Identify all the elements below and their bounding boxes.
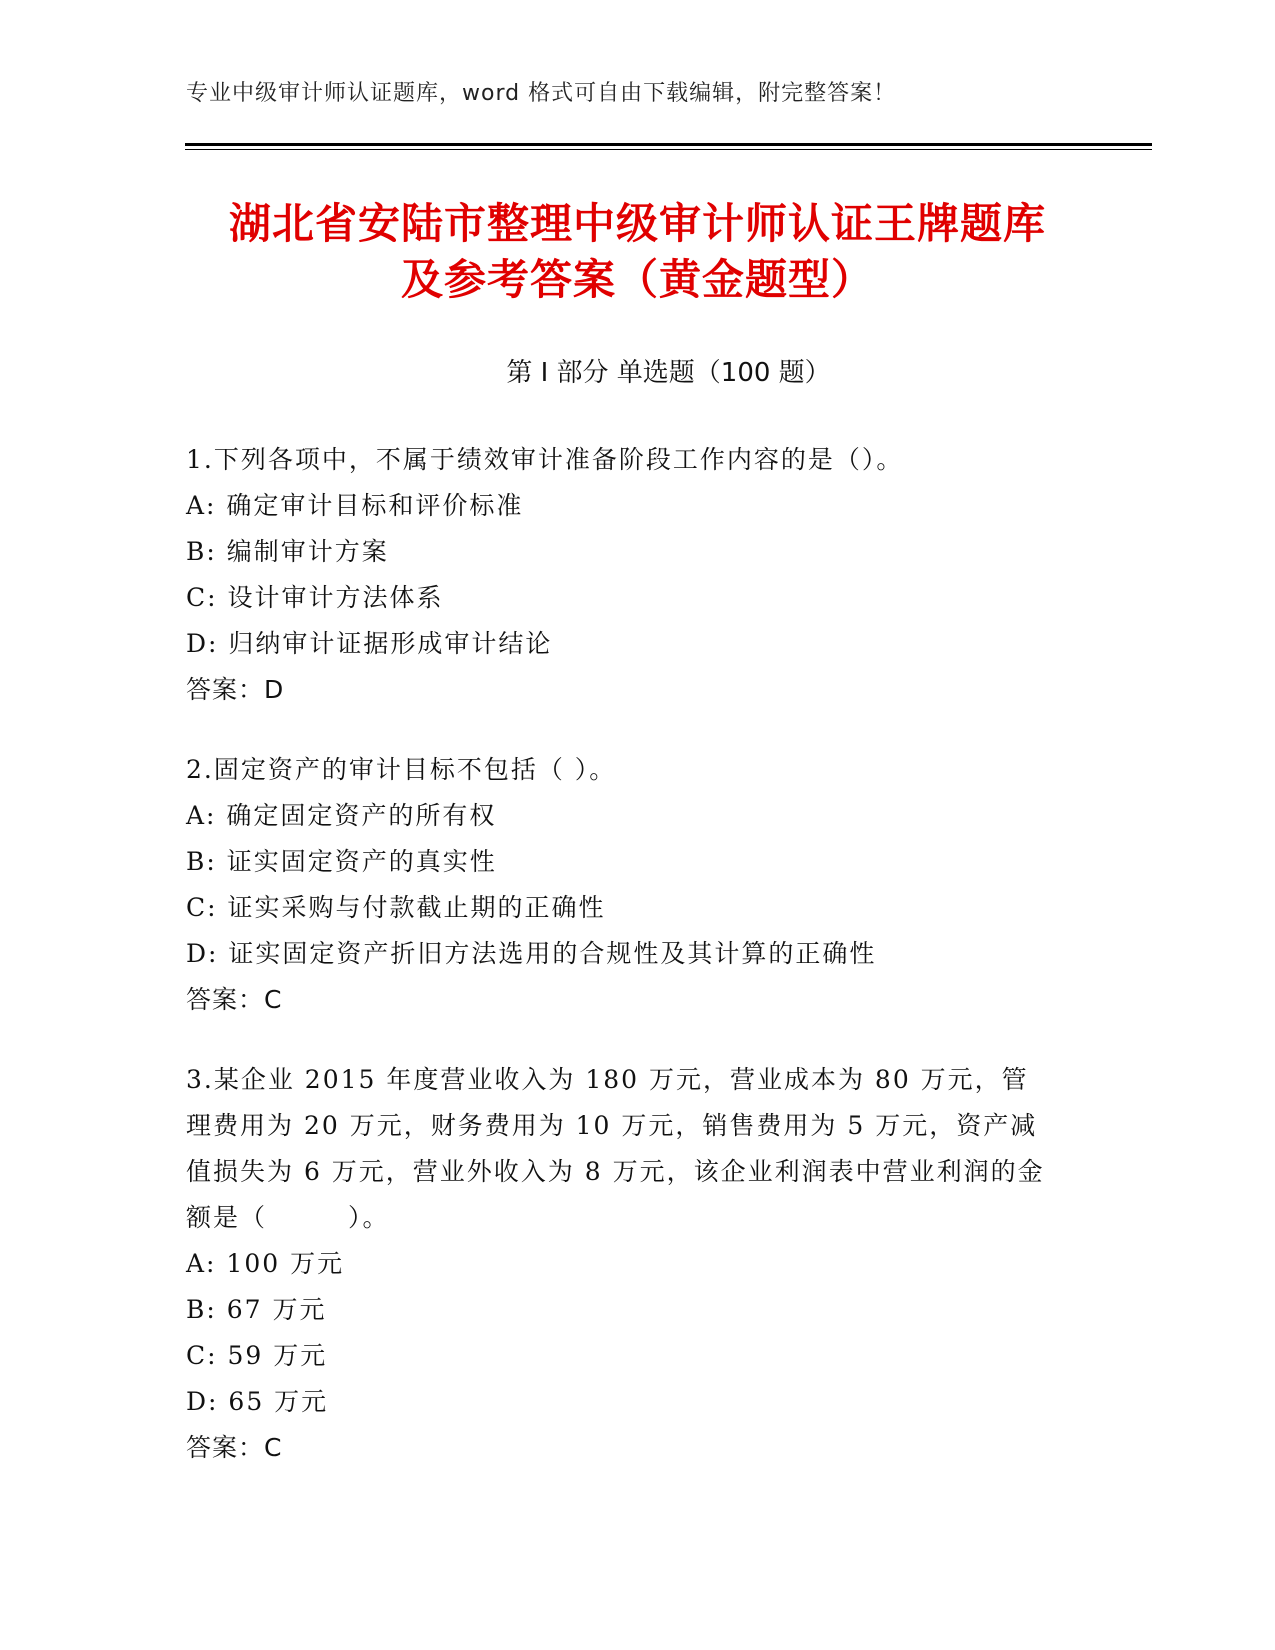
question-2	[186, 747, 1066, 1023]
option-b: B: 67 万元	[186, 1295, 327, 1324]
question-stem: 3.某企业 2015 年度营业收入为 180 万元，营业成本为 80 万元，管理费用为 20 万元，财务费用为 10 万元，销售费用为 5 万元，资产减值损失为 6 万元，营业外收入为 8 万元，该企业利润表中营业利润的金额是（ ）。	[186, 1065, 1045, 1232]
option-a: A: 确定固定资产的所有权	[186, 801, 497, 830]
option-a: A: 确定审计目标和评价标准	[186, 491, 524, 520]
question-stem: 2.固定资产的审计目标不包括（ ）。	[186, 755, 617, 784]
header-note: 专业中级审计师认证题库，word 格式可自由下载编辑，附完整答案！	[186, 81, 897, 106]
option-d: D: 归纳审计证据形成审计结论	[186, 629, 553, 658]
question-1	[186, 437, 1066, 713]
option-b: B: 编制审计方案	[186, 537, 389, 566]
answer-line: 答案：C	[186, 985, 283, 1014]
header-rule-thick	[185, 143, 1152, 146]
option-c: C: 证实采购与付款截止期的正确性	[186, 893, 606, 922]
answer-line: 答案：D	[186, 675, 285, 704]
document-title	[160, 196, 1115, 308]
question-3	[186, 1057, 1066, 1471]
option-d: D: 证实固定资产折旧方法选用的合规性及其计算的正确性	[186, 939, 877, 968]
option-d: D: 65 万元	[186, 1387, 329, 1416]
question-stem: 1.下列各项中，不属于绩效审计准备阶段工作内容的是（）。	[186, 445, 904, 474]
header-rule-thin	[185, 149, 1152, 150]
option-c: C: 59 万元	[186, 1341, 328, 1370]
document-title-line-1: 湖北省安陆市整理中级审计师认证王牌题库	[228, 199, 1046, 248]
option-a: A: 100 万元	[186, 1249, 345, 1278]
option-b: B: 证实固定资产的真实性	[186, 847, 497, 876]
answer-line: 答案：C	[186, 1433, 283, 1462]
document-title-line-2: 及参考答案（黄金题型）	[400, 255, 874, 304]
option-c: C: 设计审计方法体系	[186, 583, 444, 612]
question-list	[186, 437, 1066, 1505]
section-title: 第 I 部分 单选题（100 题）	[506, 358, 831, 388]
